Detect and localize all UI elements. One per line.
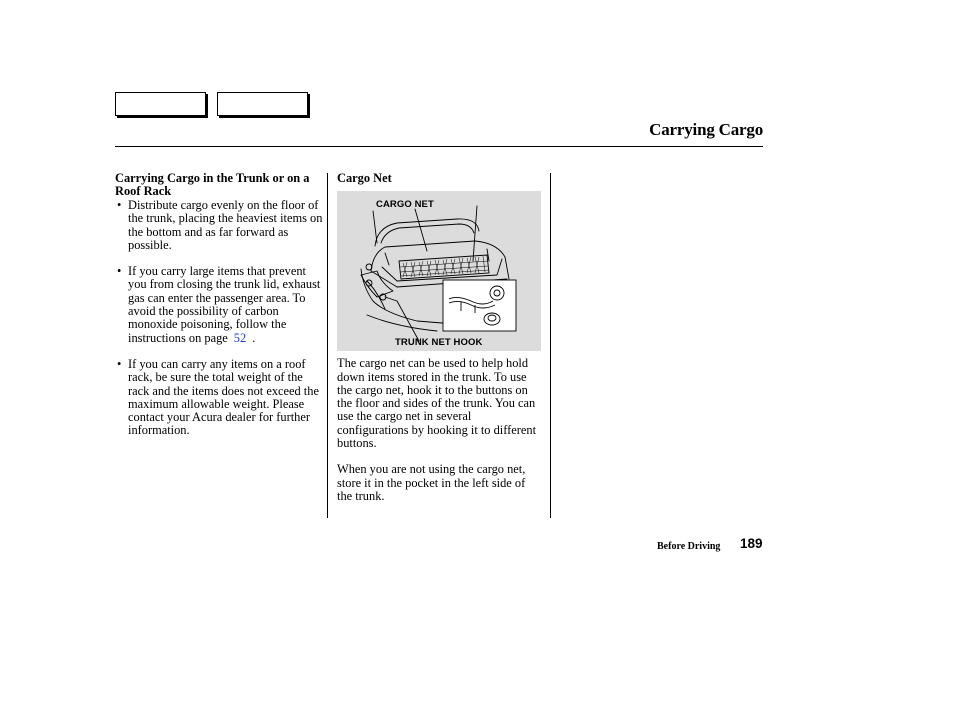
cargo-net-label: CARGO NET	[376, 199, 434, 211]
footer-section-name: Before Driving	[657, 541, 721, 552]
title-rule	[115, 146, 763, 147]
bullet-item: • Distribute cargo evenly on the floor of the trunk, placing the heaviest items on the bottom and as far forward as possible.	[117, 198, 323, 252]
trunk-net-hook-label: TRUNK NET HOOK	[395, 337, 483, 349]
body-paragraph: The cargo net can be used to help hold down items stored in the trunk. To use the cargo net, hook it to the buttons on the floor and sides of the trunk. You can use the cargo net in several configurations by hooking it to different buttons.	[337, 356, 537, 451]
section-heading: Cargo Net	[337, 171, 392, 185]
section-heading: Carrying Cargo in the Trunk or on a Roof Rack	[115, 171, 310, 198]
page-number: 189	[740, 536, 763, 551]
index-button[interactable]	[217, 92, 308, 116]
bullet-icon: •	[117, 198, 122, 212]
column-divider	[327, 173, 328, 518]
column-divider	[550, 173, 551, 518]
bullet-icon: •	[117, 356, 122, 371]
trunk-drawing	[337, 191, 541, 351]
cargo-net-illustration	[337, 191, 541, 351]
page-reference-link[interactable]: 52	[233, 330, 247, 345]
left-column	[115, 172, 323, 438]
main-menu-button[interactable]	[115, 92, 206, 116]
right-column	[337, 172, 542, 503]
body-paragraph: When you are not using the cargo net, store it in the pocket in the left side of the trunk.	[337, 462, 526, 503]
bullet-icon: •	[117, 264, 122, 279]
bullet-item: • If you can carry any items on a roof rack, be sure the total weight of the rack and the items does not exceed the maximum allowable weight. Please contact your Acura dealer for further information.	[117, 356, 319, 438]
page-title: Carrying Cargo	[649, 120, 763, 139]
bullet-item: • If you carry large items that prevent you from closing the trunk lid, exhaust gas can enter the passenger area. To avoid the possibility of carbon monoxide poisoning, follow the instructions on page 52 .	[117, 264, 321, 345]
